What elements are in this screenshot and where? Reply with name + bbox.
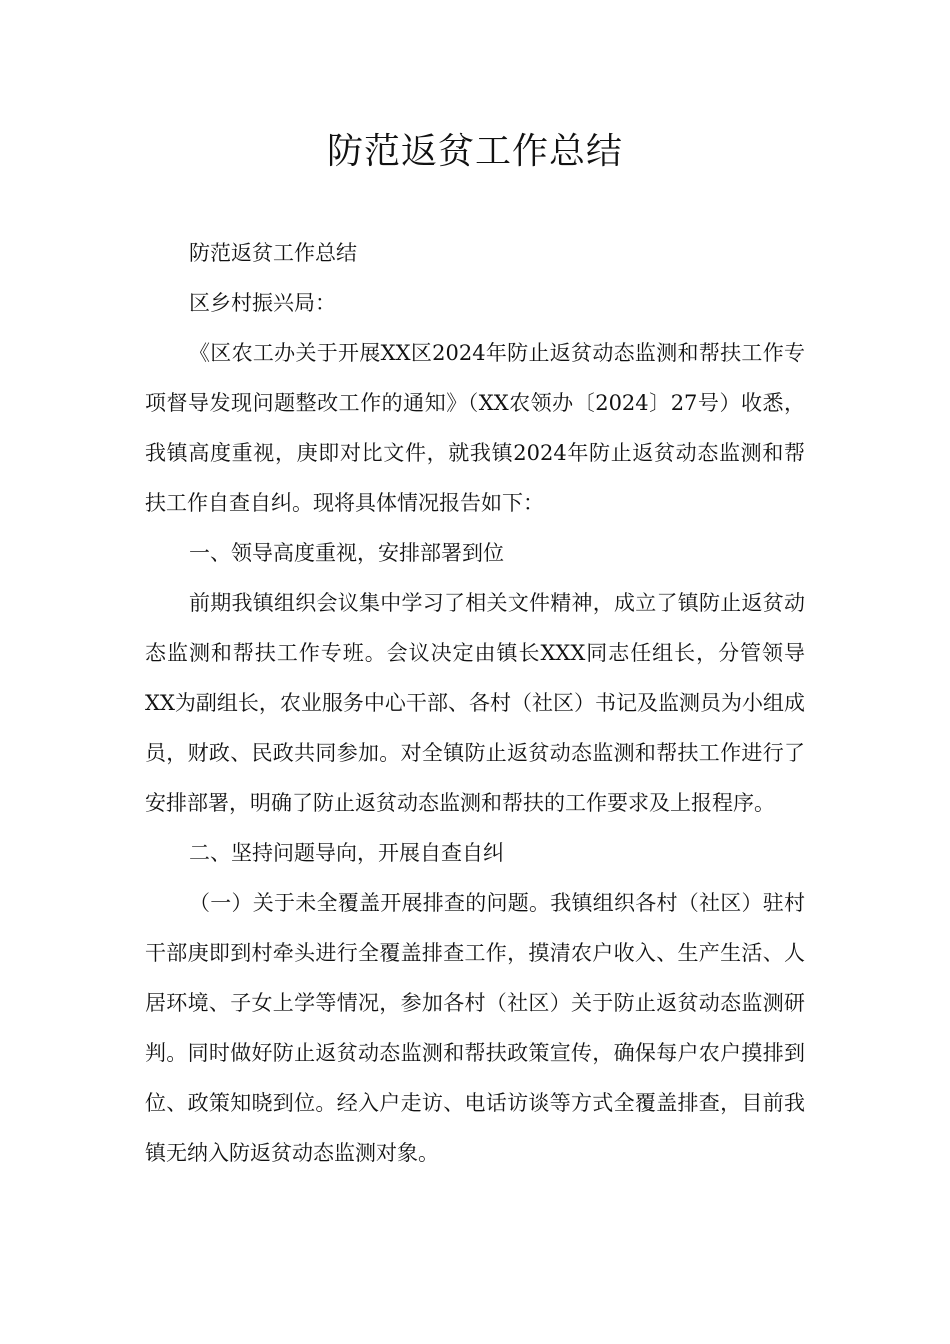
section-heading-1: 一、领导高度重视，安排部署到位 xyxy=(189,541,504,565)
document-body xyxy=(145,228,805,1178)
paragraph-intro: 《区农工办关于开展XX区2024年防止返贫动态监测和帮扶工作专项督导发现问题整改工作的通知》（XX农领办〔2024〕27号）收悉，我镇高度重视，庚即对比文件，就我镇2024年防止返贫动态监测和帮扶工作自查自纠。现将具体情况报告如下： xyxy=(145,341,805,515)
paragraph-subtitle: 防范返贫工作总结 xyxy=(189,241,357,265)
paragraph-addressee: 区乡村振兴局： xyxy=(189,291,336,315)
paragraph-section-2-item-1: （一）关于未全覆盖开展排查的问题。我镇组织各村（社区）驻村干部庚即到村牵头进行全覆盖排查工作，摸清农户收入、生产生活、人居环境、子女上学等情况，参加各村（社区）关于防止返贫动态监测研判。同时做好防止返贫动态监测和帮扶政策宣传，确保每户农户摸排到位、政策知晓到位。经入户走访、电话访谈等方式全覆盖排查，目前我镇无纳入防返贫动态监测对象。 xyxy=(145,891,805,1165)
paragraph-section-1: 前期我镇组织会议集中学习了相关文件精神，成立了镇防止返贫动态监测和帮扶工作专班。会议决定由镇长XXX同志任组长，分管领导XX为副组长，农业服务中心干部、各村（社区）书记及监测员为小组成员，财政、民政共同参加。对全镇防止返贫动态监测和帮扶工作进行了安排部署，明确了防止返贫动态监测和帮扶的工作要求及上报程序。 xyxy=(145,591,805,815)
section-heading-2: 二、坚持问题导向，开展自查自纠 xyxy=(189,841,504,865)
document-title: 防范返贫工作总结 xyxy=(326,131,623,172)
